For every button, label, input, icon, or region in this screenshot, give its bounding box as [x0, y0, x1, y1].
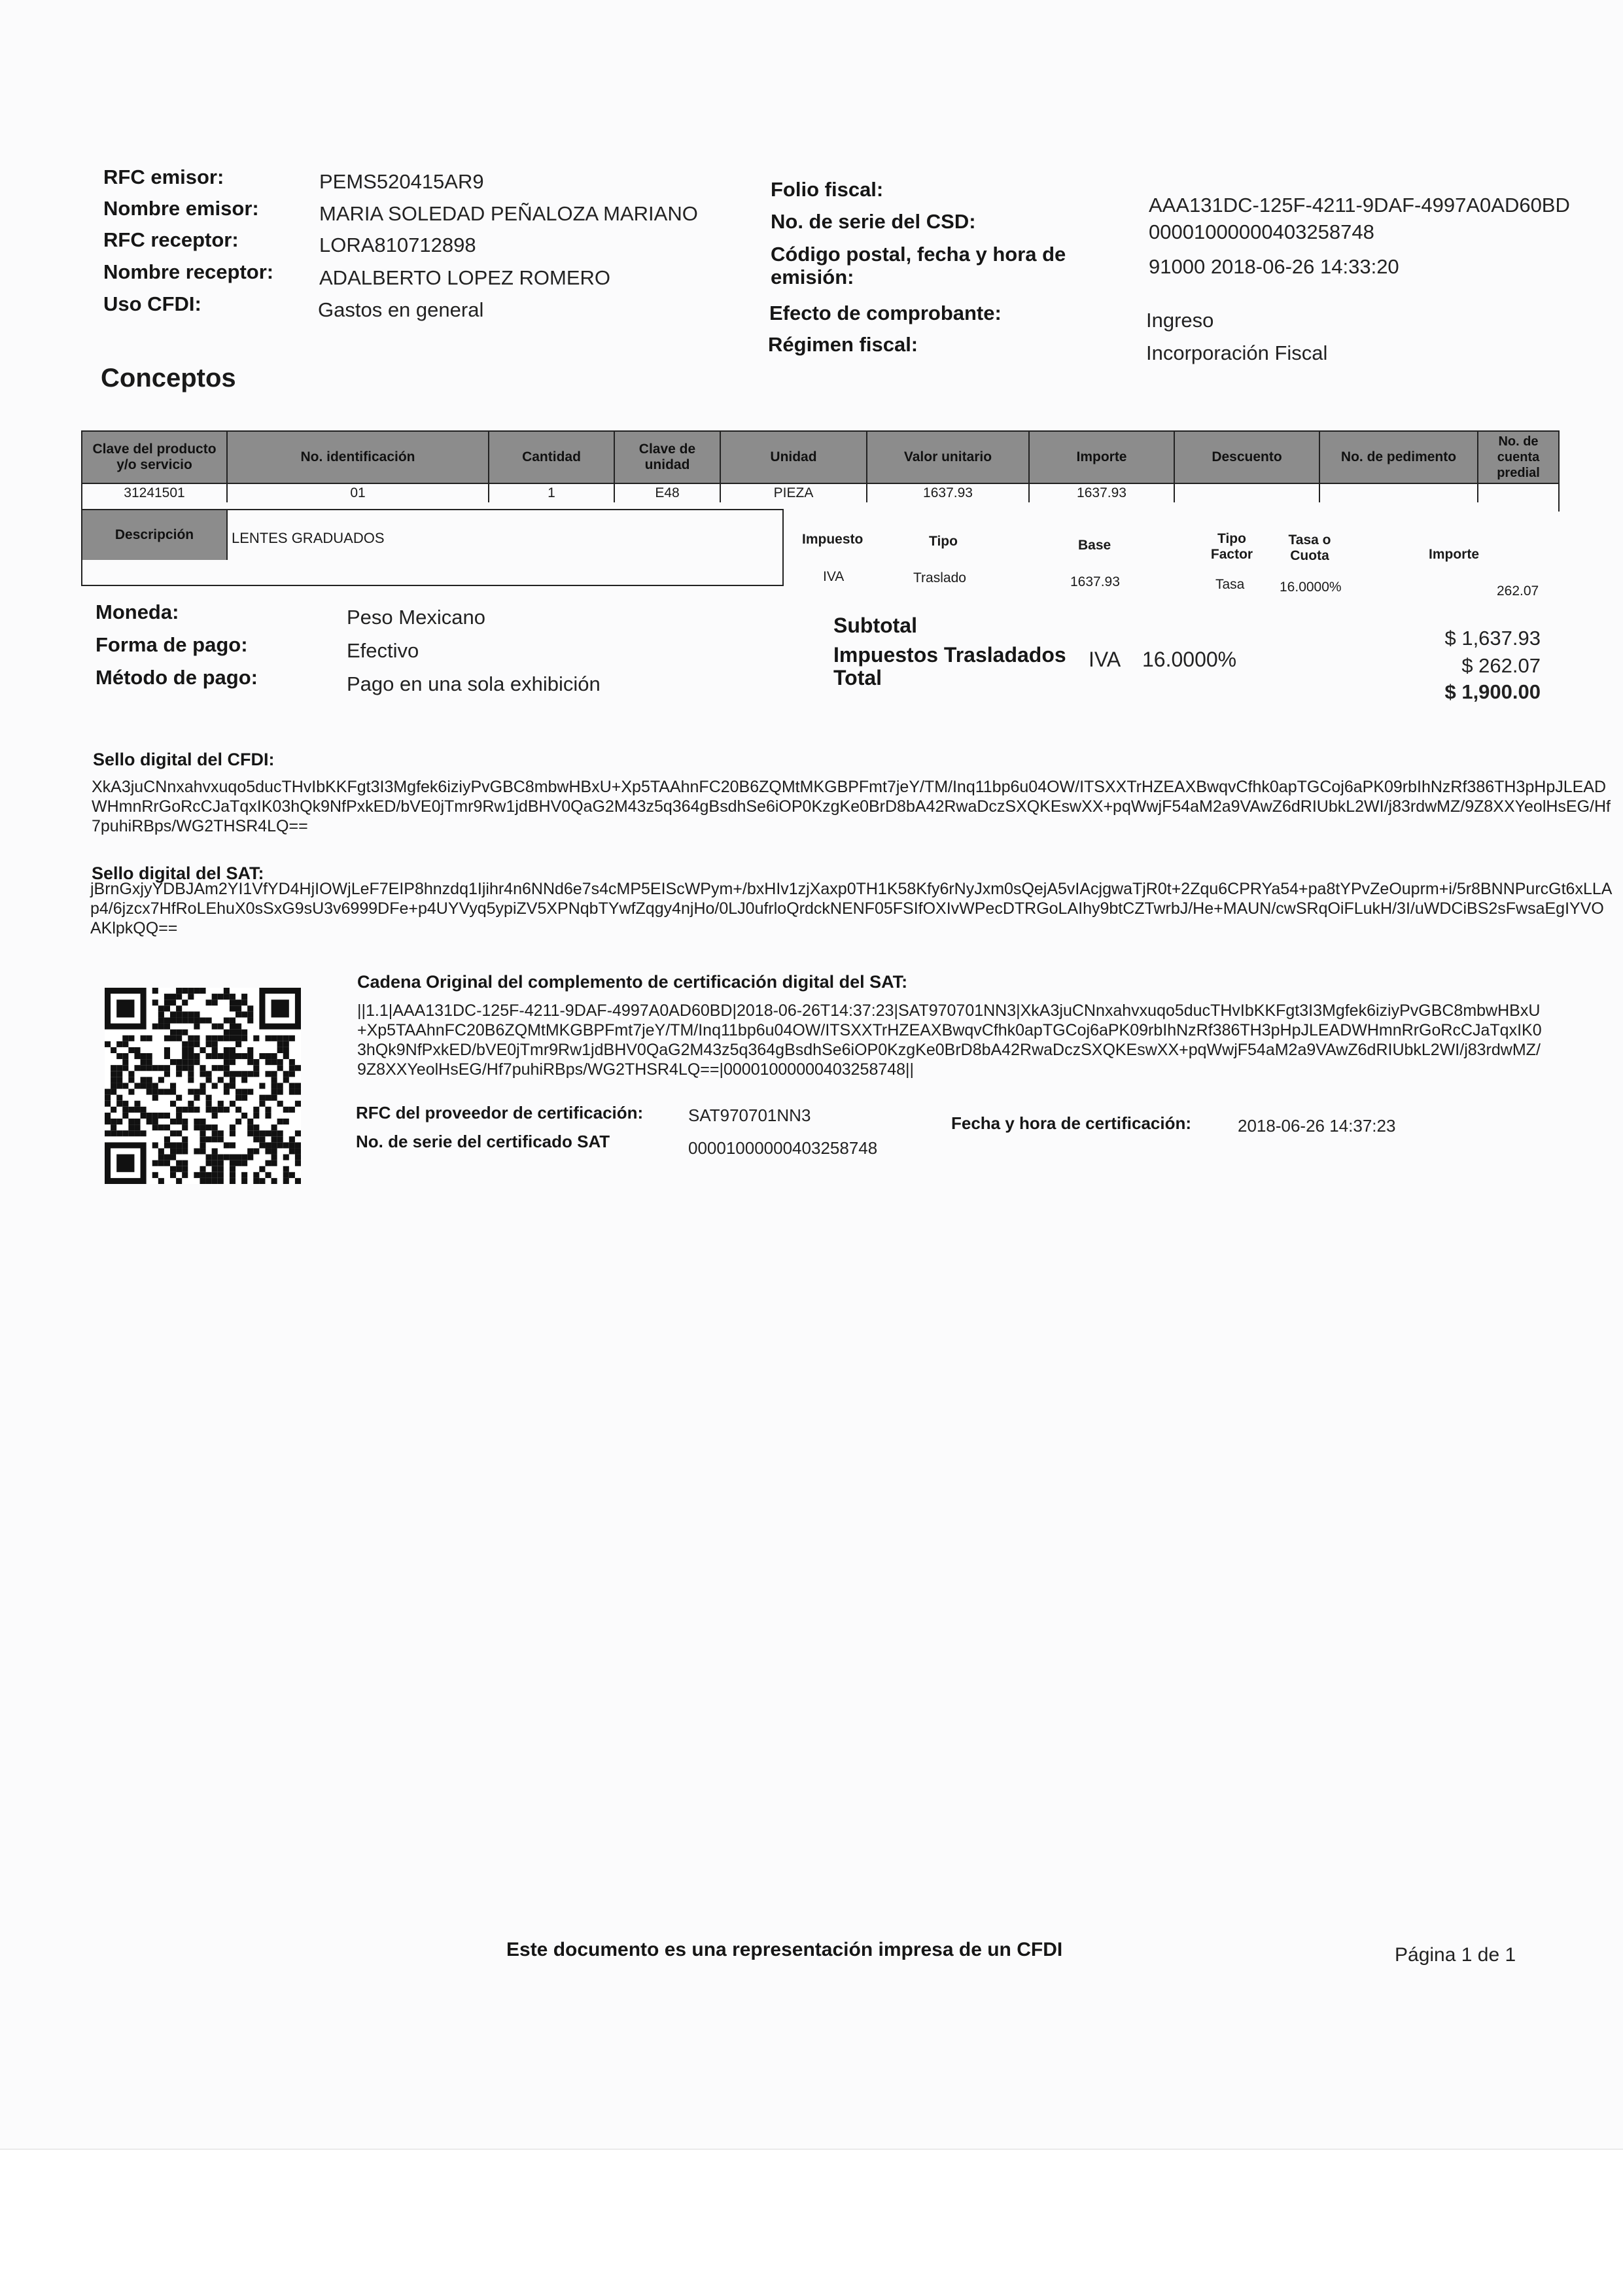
serie-csd-value: 00001000000403258748: [1149, 220, 1374, 243]
tax-v-impuesto: IVA: [823, 569, 845, 584]
uso-cfdi-value: Gastos en general: [318, 298, 484, 321]
page-number: Página 1 de 1: [1395, 1944, 1516, 1966]
rfc-emisor-value: PEMS520415AR9: [319, 170, 484, 193]
iva-rate: 16.0000%: [1142, 648, 1237, 671]
tax-h-importe: Importe: [1429, 547, 1480, 562]
th-clave-unidad: Clave de unidad: [615, 432, 721, 483]
cadena-label: Cadena Original del complemento de certificación digital del SAT:: [357, 972, 908, 992]
tax-v-tasa-cuota: 16.0000%: [1280, 580, 1342, 595]
fecha-certificacion-value: 2018-06-26 14:37:23: [1238, 1116, 1396, 1136]
tax-h-base: Base: [1078, 538, 1111, 553]
impuestos-trasladados-label: Impuestos Trasladados: [833, 643, 1066, 667]
iva-label: IVA: [1089, 648, 1121, 671]
total-value: $ 1,900.00: [1444, 680, 1541, 703]
moneda-label: Moneda:: [96, 600, 179, 623]
nombre-receptor-value: ADALBERTO LOPEZ ROMERO: [319, 266, 611, 289]
regimen-fiscal-value: Incorporación Fiscal: [1146, 341, 1328, 364]
descripcion-box: [81, 509, 784, 586]
uso-cfdi-label: Uso CFDI:: [103, 292, 201, 315]
regimen-fiscal-label: Régimen fiscal:: [768, 333, 918, 356]
sello-cfdi-label: Sello digital del CFDI:: [93, 750, 275, 769]
qr-code-icon: [105, 988, 301, 1184]
total-label: Total: [833, 666, 882, 689]
impuestos-value: $ 262.07: [1461, 654, 1541, 677]
sello-sat-label: Sello digital del SAT:: [92, 863, 264, 883]
th-unidad: Unidad: [721, 432, 867, 483]
metodo-pago-value: Pago en una sola exhibición: [347, 672, 601, 695]
fecha-certificacion-label: Fecha y hora de certificación:: [951, 1113, 1192, 1133]
rfc-receptor-label: RFC receptor:: [103, 228, 239, 251]
tax-v-importe: 262.07: [1497, 583, 1539, 599]
th-descuento: Descuento: [1175, 432, 1320, 483]
cp-fecha-label-2: emisión:: [771, 266, 854, 288]
tax-h-tipo: Tipo: [929, 534, 958, 549]
tax-h-impuesto: Impuesto: [802, 532, 864, 547]
th-importe: Importe: [1030, 432, 1175, 483]
serie-sat-label: No. de serie del certificado SAT: [356, 1132, 610, 1151]
scan-bottom-margin: [0, 2149, 1623, 2296]
tax-v-tipo-factor: Tasa: [1215, 577, 1245, 592]
nombre-emisor-label: Nombre emisor:: [103, 197, 259, 220]
efecto-comprobante-value: Ingreso: [1146, 309, 1214, 332]
tax-h-tipo-factor: Tipo Factor: [1210, 531, 1253, 562]
rfc-emisor-label: RFC emisor:: [103, 165, 224, 188]
subtotal-value: $ 1,637.93: [1444, 627, 1541, 650]
td-no-cuenta-predial: [1478, 483, 1558, 502]
footer-note: Este documento es una representación impresa de un CFDI: [506, 1939, 1063, 1960]
td-importe: 1637.93: [1030, 483, 1175, 502]
subtotal-label: Subtotal: [833, 614, 917, 637]
efecto-comprobante-label: Efecto de comprobante:: [769, 302, 1002, 324]
tax-h-tasa-cuota: Tasa o Cuota: [1288, 532, 1331, 563]
rfc-receptor-value: LORA810712898: [319, 234, 476, 256]
cadena-value: ||1.1|AAA131DC-125F-4211-9DAF-4997A0AD60BD|2018-06-26T14:37:23|SAT970701NN3|XkA3juCNnxahvxuqo5ducTHvIbKKFgt3I3Mgfek6iziyPvGBC8mbwHBxU+Xp5TAAhnFC20B6ZQMtMKGBPFmt7jeY/TM/Inq11bp6u04OW/ITSXXTrHZEAXBwqvCfhk0apTGCoj6aPK09rbIhNzRf386TH3pHpJLEADWHmnRrGoRcCJaTqxIK03hQk9NfPxkED/bVE0jTmr9Rw1jdBHV0QaG2M43z5q364gBsdhSe6iOP0KzgKe0BrD8bA42RwaDczSXQKEswXX+pqWwjF54aM2a9VAwZ6dRIUbkL2WI/j83rdwMZ/9Z8XXYeolHsEG/Hf7puhiRBps/WG2THSR4LQ==|00001000000403258748||: [357, 1001, 1542, 1079]
th-no-pedimento: No. de pedimento: [1320, 432, 1478, 483]
rfc-proveedor-value: SAT970701NN3: [688, 1105, 811, 1125]
th-no-identificacion: No. identificación: [228, 432, 489, 483]
td-clave-unidad: E48: [615, 483, 721, 502]
td-descuento: [1175, 483, 1320, 502]
th-clave-producto: Clave del producto y/o servicio: [82, 432, 228, 483]
th-descripcion: Descripción: [82, 510, 228, 560]
forma-pago-value: Efectivo: [347, 639, 419, 662]
forma-pago-label: Forma de pago:: [96, 633, 248, 656]
nombre-receptor-label: Nombre receptor:: [103, 260, 274, 283]
conceptos-title: Conceptos: [101, 364, 236, 392]
folio-fiscal-value: AAA131DC-125F-4211-9DAF-4997A0AD60BD: [1149, 194, 1570, 217]
td-descripcion: LENTES GRADUADOS: [232, 530, 385, 546]
td-unidad: PIEZA: [721, 483, 867, 502]
items-table: [81, 430, 1560, 512]
nombre-emisor-value: MARIA SOLEDAD PEÑALOZA MARIANO: [319, 202, 698, 225]
tax-v-tipo: Traslado: [913, 570, 966, 585]
folio-fiscal-label: Folio fiscal:: [771, 178, 884, 201]
sello-sat-value: jBrnGxjyYDBJAm2YI1VfYD4HjIOWjLeF7EIP8hnzdq1Ijihr4n6NNd6e7s4cMP5EIScWPym+/bxHIv1zjXaxp0TH1K58Kfy6rNyJxm0sQejA5vIAcjgwaTjR0t+2Zqu6CPRYa54+pa8tYPvZeOuprm+i/5r8BNNPurcGt6xLLAp4/6jzcx7HfRoLEhuX0sSxG9sU3v6999DFe+p4UYVyq5ypiZV5XPNqbTYwfZqgy4njHo/0LJ0ufrloQrdckNENF05FSIfOXIvWPecDTRGoLAIhy9btCZTwrbJ/He+MAUN/cwSRqOiFLukH/3I/uWDCiBS2sFwsaEgIYVOAKlpkQQ==: [90, 880, 1613, 937]
metodo-pago-label: Método de pago:: [96, 666, 258, 689]
th-cantidad: Cantidad: [489, 432, 615, 483]
rfc-proveedor-label: RFC del proveedor de certificación:: [356, 1103, 644, 1122]
tax-v-base: 1637.93: [1070, 574, 1120, 589]
cp-fecha-label-1: Código postal, fecha y hora de: [771, 243, 1066, 266]
td-clave-producto: 31241501: [82, 483, 228, 502]
td-cantidad: 1: [489, 483, 615, 502]
moneda-value: Peso Mexicano: [347, 606, 485, 629]
serie-sat-value: 00001000000403258748: [688, 1138, 878, 1158]
sello-cfdi-value: XkA3juCNnxahvxuqo5ducTHvIbKKFgt3I3Mgfek6iziyPvGBC8mbwHBxU+Xp5TAAhnFC20B6ZQMtMKGBPFmt7jeY/TM/Inq11bp6u04OW/ITSXXTrHZEAXBwqvCfhk0apTGCoj6aPK09rbIhNzRf386TH3pHpJLEADWHmnRrGoRcCJaTqxIK03hQk9NfPxkED/bVE0jTmr9Rw1jdBHV0QaG2M43z5q364gBsdhSe6iOP0KzgKe0BrD8bA42RwaDczSXQKEswXX+pqWwjF54aM2a9VAwZ6dRIUbkL2WI/j83rdwMZ/9Z8XXYeolHsEG/Hf7puhiRBps/WG2THSR4LQ==: [92, 778, 1611, 835]
cp-fecha-value: 91000 2018-06-26 14:33:20: [1149, 255, 1399, 278]
td-valor-unitario: 1637.93: [867, 483, 1030, 502]
th-no-cuenta-predial: No. de cuenta predial: [1478, 432, 1558, 483]
serie-csd-label: No. de serie del CSD:: [771, 210, 976, 233]
td-no-pedimento: [1320, 483, 1478, 502]
td-no-identificacion: 01: [228, 483, 489, 502]
th-valor-unitario: Valor unitario: [867, 432, 1030, 483]
